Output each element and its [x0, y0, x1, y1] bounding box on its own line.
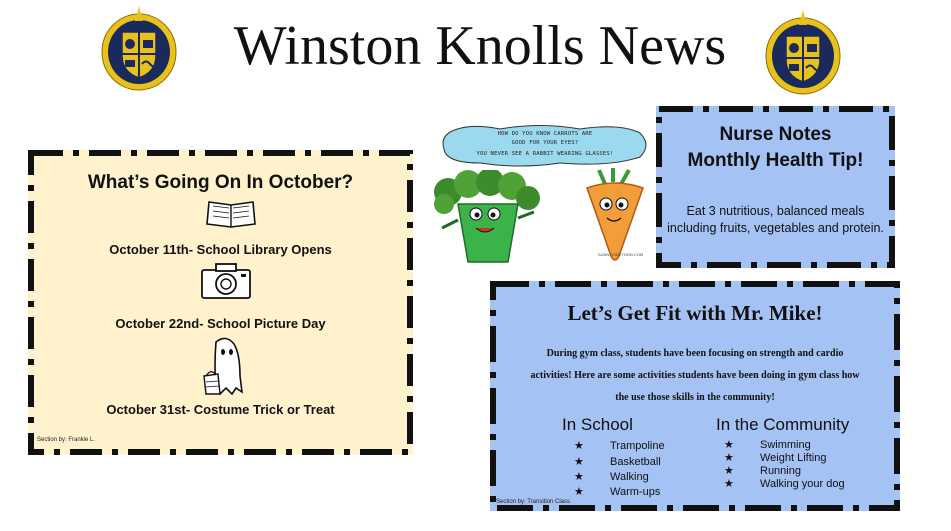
star-icon: ★ — [724, 439, 734, 451]
broccoli-cartoon — [428, 170, 548, 270]
event-costume: October 31st- Costume Trick or Treat — [106, 402, 335, 417]
nurse-notes-panel — [656, 106, 895, 268]
school-crest-right — [764, 8, 842, 98]
star-icon: ★ — [574, 456, 584, 468]
school-item: ★ Warm-ups — [574, 486, 661, 498]
star-icon: ★ — [724, 465, 734, 477]
joke-line-2: GOOD FOR YOUR EYES? — [511, 140, 579, 146]
ghost-icon — [200, 336, 250, 398]
health-tip-text: Eat 3 nutritious, balanced meals including fruits, vegetables and protein. — [667, 204, 884, 235]
fitness-credit: Section by: Transition Class — [496, 499, 571, 505]
fitness-heading: Let’s Get Fit with Mr. Mike! — [567, 301, 823, 325]
events-credit: Section by: Frankie L. — [37, 437, 96, 443]
star-icon: ★ — [724, 478, 734, 490]
community-item: ★ Walking your dog — [724, 478, 845, 490]
school-crest-left — [100, 4, 178, 94]
star-icon: ★ — [574, 486, 584, 498]
star-icon: ★ — [724, 452, 734, 464]
comic-source: SUNNYSIDETOON.COM — [598, 252, 644, 257]
camera-icon — [200, 262, 252, 300]
in-school-heading: In School — [562, 415, 633, 434]
in-community-heading: In the Community — [716, 415, 850, 434]
fitness-panel — [490, 281, 900, 511]
fitness-body: During gym class, students have been focusing on strength and cardio activities! Here are some activities students have been doing in gym class how the use those skills in the community! — [530, 348, 860, 403]
community-item: ★ Weight Lifting — [724, 452, 827, 464]
joke-line-1: HOW DO YOU KNOW CARROTS ARE — [497, 131, 593, 137]
school-item: ★ Basketball — [574, 456, 661, 468]
community-item: ★ Running — [724, 465, 801, 477]
star-icon: ★ — [574, 471, 584, 483]
october-events-panel — [28, 150, 413, 455]
book-icon — [203, 196, 259, 230]
nurse-heading-line-1: Nurse Notes — [719, 124, 832, 145]
school-item: ★ Walking — [574, 471, 649, 483]
community-item: ★ Swimming — [724, 439, 811, 451]
joke-line-3: YOU NEVER SEE A RABBIT WEARING GLASSES! — [476, 151, 614, 157]
event-picture-day: October 22nd- School Picture Day — [115, 316, 326, 331]
star-icon: ★ — [574, 440, 584, 452]
nurse-heading — [656, 122, 895, 174]
nurse-heading-line-2: Monthly Health Tip! — [687, 150, 864, 171]
events-heading: What’s Going On In October? — [87, 172, 354, 193]
event-library: October 11th- School Library Opens — [109, 242, 332, 257]
school-item: ★ Trampoline — [574, 440, 665, 452]
newsletter-title: Winston Knolls News — [233, 15, 727, 77]
